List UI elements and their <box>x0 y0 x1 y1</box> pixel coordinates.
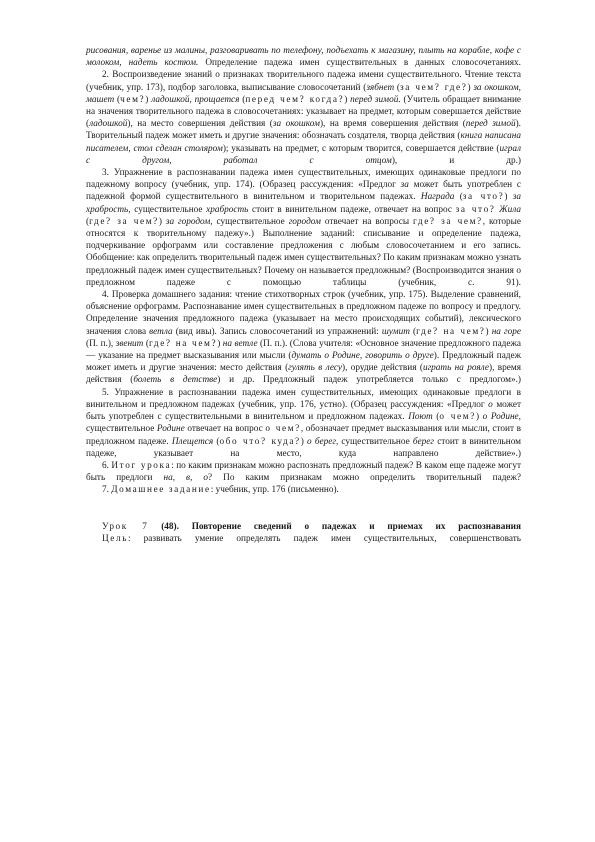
italic-text: о берег <box>307 436 336 447</box>
bold-text: (48). Повторение сведений о падежах и приемах их распознавания <box>148 521 521 532</box>
text-segment: ) <box>217 338 223 349</box>
italic-text: шумит <box>381 326 410 337</box>
spaced-text: чем? <box>120 94 146 105</box>
text-segment: ) <box>467 82 474 93</box>
text-segment: 5. Упражнение в распознавании падежа имен существительных, имеющих одинаковые предлоги в винительном и предложном падежах (учебник, упр. 176, устно). (Образец рассуждения: «Предлог <box>86 387 521 410</box>
italic-text: играл с другом, работал с отцом <box>86 143 522 166</box>
document-body <box>86 45 521 545</box>
spaced-text: за что? <box>462 192 505 203</box>
italic-text: за храбрость <box>86 192 521 215</box>
italic-text: зябнет <box>366 82 395 93</box>
text-segment: ( <box>409 326 417 337</box>
text-segment: ( <box>454 192 463 203</box>
spaced-text: за что? <box>455 204 496 215</box>
text-segment: может быть употреблен с существительными в винительном и предложном падежах. <box>86 399 521 423</box>
italic-text: храбрость <box>206 204 249 215</box>
text-segment: (вид ивы). Запись словосочетаний из упражнений: <box>172 326 382 337</box>
para-item-3 <box>86 167 521 289</box>
spaced-text: за чем? где? <box>400 82 468 93</box>
italic-text: перед зимой <box>350 94 399 105</box>
text-segment: стоит в винительном падеже, отвечает на вопрос <box>248 204 456 215</box>
text-segment: ( <box>394 82 400 93</box>
italic-text: Награда <box>420 192 455 203</box>
italic-text: Плещется <box>171 436 214 447</box>
italic-text: на горе <box>491 326 521 337</box>
italic-text: о Родине <box>482 412 519 423</box>
italic-text: за окошком, машет <box>86 82 521 105</box>
italic-text: Поют <box>408 412 433 423</box>
text-segment: 7. <box>102 485 112 496</box>
italic-text: звенит <box>115 338 144 349</box>
spaced-text: где? на чем? <box>416 326 486 337</box>
italic-text: Родине <box>156 424 185 435</box>
spaced-text: Итог урока <box>111 460 172 471</box>
text-segment: : развивать умение определять падеж имен существительных, совершенствовать <box>128 533 521 544</box>
text-segment: стоит в винительном падеже, указывает на место, куда направлено действие».) <box>86 436 521 459</box>
text-segment: ( <box>86 216 90 227</box>
italic-text: Жила <box>499 204 522 215</box>
para-intro-phrases <box>86 45 521 69</box>
para-item-2 <box>86 69 521 167</box>
italic-text: городом <box>288 216 321 227</box>
italic-text: ладошкой <box>89 119 128 130</box>
text-segment: ) <box>485 326 492 337</box>
italic-text: книга написана писателем, стол сделан столяром <box>86 131 521 154</box>
spaced-text: где? на чем? <box>148 338 218 349</box>
text-segment: ( <box>239 94 246 105</box>
text-segment: ), на место совершения действия ( <box>127 119 273 130</box>
text-segment: , которые относятся к творительному падежу».) Выполнение заданий: списывание и определение падежа, подчеркивание орфограмм или составление предложения с любым словосочетанием и его запись. Обобщение: как определить творительный падеж имен существительных? По каким признакам можно узнать предложный падеж имен существительных? Почему он называется предложным? (Воспроизводится знания о предложном падеже с помощью таблицы (учебник, с. 91). <box>86 216 521 288</box>
text-segment: ) и др. Предложный падеж употребляется только с предлогом».) <box>217 375 521 386</box>
text-segment: (П. п.). (Слова учителя: «Основное значение предложного падежа — указание на предмет высказывания или мысли ( <box>86 338 521 362</box>
italic-text: перед зимой <box>465 119 516 130</box>
text-segment: ( <box>143 338 149 349</box>
italic-text: рисования, варенье из малины, разговаривать по телефону, подъехать к магазину, плыть на корабле, кофе с молоком, надеть костюм. <box>86 46 521 69</box>
italic-text: о <box>488 399 493 410</box>
italic-text: гулять в лесу <box>288 363 342 374</box>
para-item-6 <box>86 460 521 484</box>
text-segment: , существительное <box>210 216 289 227</box>
text-segment: может быть употреблен с падежной формой существительного в винительном и творительном падежах. <box>86 180 521 203</box>
spaced-text: где? за чем? <box>89 216 159 227</box>
text-segment: 6. <box>102 460 112 471</box>
text-segment: ? По каким признакам можно определить творительный падеж? <box>208 473 522 484</box>
text-segment: , существительное <box>128 204 207 215</box>
text-segment: : по каким признакам можно распознать предложный падеж? В каком еще падеже могут быть предлоги <box>86 460 521 484</box>
spaced-text: Урок 7 <box>102 521 149 532</box>
italic-text: болеть в детстве <box>133 375 218 386</box>
italic-text: за окошком <box>272 119 320 130</box>
text-segment: ) <box>158 216 166 227</box>
text-segment: отвечает на вопрос <box>184 424 266 435</box>
text-segment: , существительное <box>335 436 413 447</box>
text-segment: ). Творительный падеж может иметь и другие значения: обозначать создателя, творца действия ( <box>86 119 521 142</box>
para-item-7 <box>86 484 521 496</box>
italic-text: играть на рояле <box>422 363 490 374</box>
spaced-text: обо что? куда? <box>219 436 301 447</box>
italic-text: берег <box>412 436 435 447</box>
text-segment: ); указывать на предмет, с которым творится, совершается действие ( <box>222 143 500 154</box>
text-segment: Определение падежа имен существительных в данных словосочетаниях. <box>198 58 521 69</box>
para-lesson-goal <box>86 533 521 545</box>
text-segment: ). Предложный падеж может иметь и другие значения: место действия ( <box>86 351 522 374</box>
text-segment: . (Учитель обращает внимание на значения творительного падежа в словосочетаниях: указывает на предмет, которым совершается действие ( <box>86 94 521 130</box>
italic-text: ветла <box>149 326 173 337</box>
spaced-text: Домашнее задание <box>111 485 211 496</box>
text-segment: ) <box>504 192 513 203</box>
text-segment: 3. Упражнение в распознавании падежа имен существительных, имеющих одинаковые предлоги по падежному вопросу (учебник, упр. 174). (Образец рассуждения: «Предлог <box>86 168 521 191</box>
text-segment: отвечает на вопросы <box>320 216 413 227</box>
text-segment: (П. п.), <box>86 338 116 349</box>
italic-text: ладошкой, прощается <box>151 94 240 105</box>
spaced-text: о чем? <box>265 424 301 435</box>
text-segment: ) <box>300 436 308 447</box>
text-segment: , существительное <box>86 412 521 435</box>
text-segment: ), на время совершения действия ( <box>319 119 466 130</box>
text-segment: ( <box>432 412 440 423</box>
para-lesson-heading <box>86 521 521 533</box>
spaced-text: Цель <box>102 533 129 544</box>
text-segment: ) <box>145 94 152 105</box>
text-segment: 2. Воспроизведение знаний о признаках творительного падежа имени существительного. Чтение текста (учебник, упр. 173), подбор заголовка, выписывание словосочетаний ( <box>86 70 521 93</box>
text-segment: ) <box>475 412 483 423</box>
text-segment: : учебник, упр. 176 (письменно). <box>210 485 339 496</box>
text-segment: ), орудие действия ( <box>341 363 423 374</box>
spaced-text: перед чем? когда? <box>245 94 345 105</box>
italic-text: на ветле <box>222 338 258 349</box>
italic-text: на, в, о <box>163 473 209 484</box>
italic-text: за городом <box>165 216 211 227</box>
text-segment: ), время действия ( <box>86 363 521 386</box>
italic-text: думать о Родине, говорить о друге <box>291 351 434 362</box>
para-item-5 <box>86 387 521 460</box>
italic-text: за <box>400 180 409 191</box>
spaced-text: где? за чем? <box>412 216 483 227</box>
para-item-4 <box>86 289 521 387</box>
text-segment: ( <box>213 436 220 447</box>
text-segment: ( <box>114 94 121 105</box>
text-segment: ), и др.) <box>391 155 521 166</box>
text-segment: 4. Проверка домашнего задания: чтение стихотворных строк (учебник, упр. 175). Выделение сравнений, объяснение орфограмм. Распознавание имен существительных в предложном падеже по вопросу и предлогу. Определение значения предложного падежа (указывает на место происходящих событий), лексического значения слова <box>86 290 521 337</box>
text-segment: ) <box>344 94 351 105</box>
text-segment: , обозначает предмет высказывания или мысли, стоит в предложном падеже. <box>86 424 521 447</box>
spaced-text: о чем? <box>439 412 476 423</box>
